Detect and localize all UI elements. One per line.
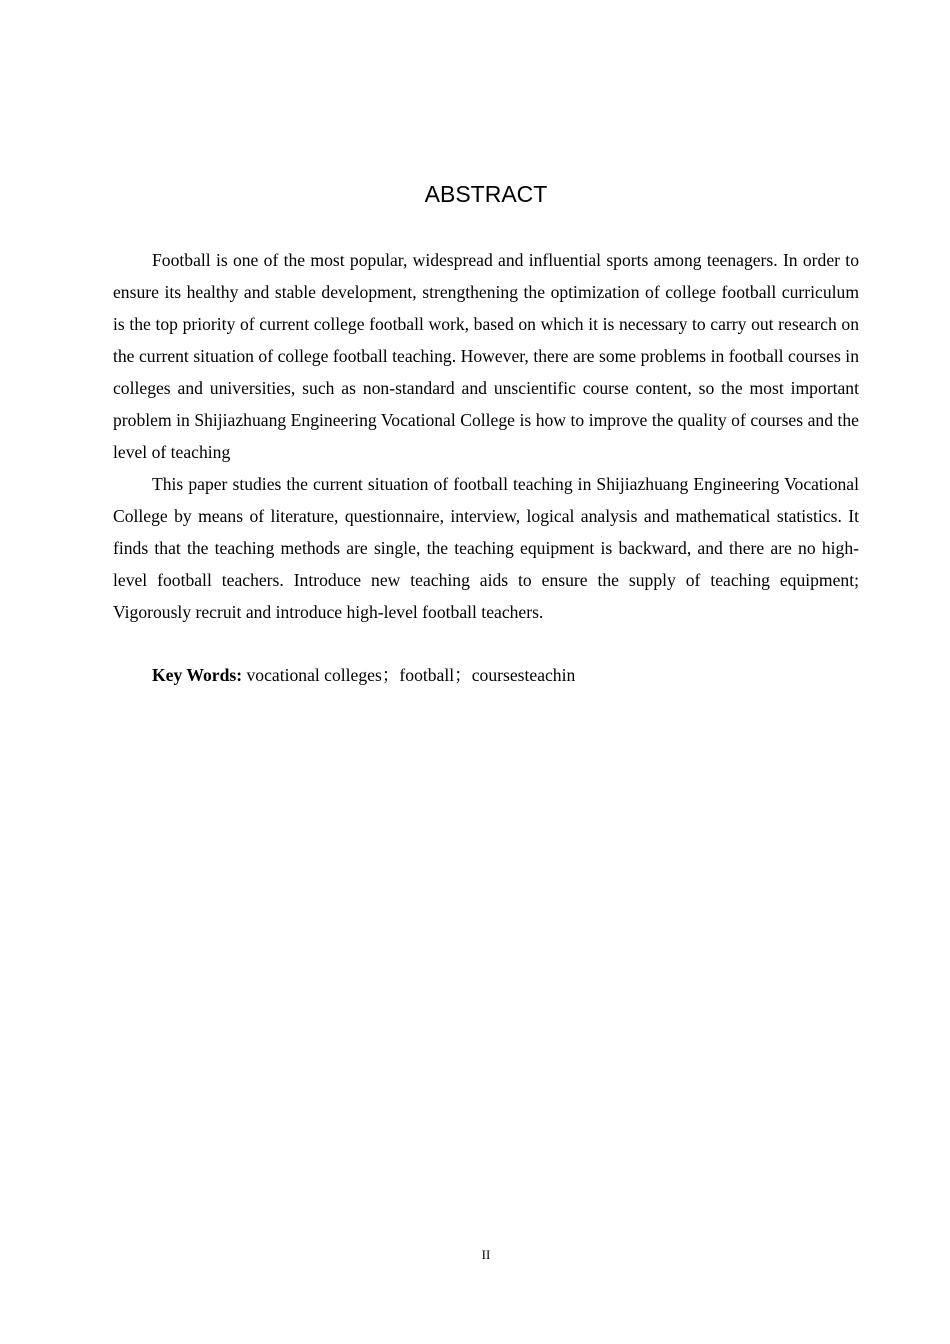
abstract-paragraph-1: Football is one of the most popular, widespread and influential sports among teenagers. In order to ensure its healthy and stable development, strengthening the optimization of college football curriculum is the top priority of current college football work, based on which it is necessary to carry out research on the current situation of college football teaching. However, there are some problems in football courses in colleges and universities, such as non-standard and unscientific course content, so the most important problem in Shijiazhuang Engineering Vocational College is how to improve the quality of courses and the level of teaching (113, 250, 859, 462)
keywords-text: vocational colleges；football；coursesteachin (246, 665, 576, 685)
keywords-label: Key Words: (152, 665, 243, 685)
keywords-line (152, 659, 859, 691)
abstract-paragraph-2: This paper studies the current situation of football teaching in Shijiazhuang Engineering Vocational College by means of literature, questionnaire, interview, logical analysis and mathematical statistics. It finds that the teaching methods are single, the teaching equipment is backward, and there are no high-level football teachers. Introduce new teaching aids to ensure the supply of teaching equipment; Vigorously recruit and introduce high-level football teachers. (113, 474, 859, 622)
abstract-title: ABSTRACT (424, 181, 548, 207)
abstract-body (113, 244, 859, 628)
page-number: II (481, 1247, 491, 1262)
